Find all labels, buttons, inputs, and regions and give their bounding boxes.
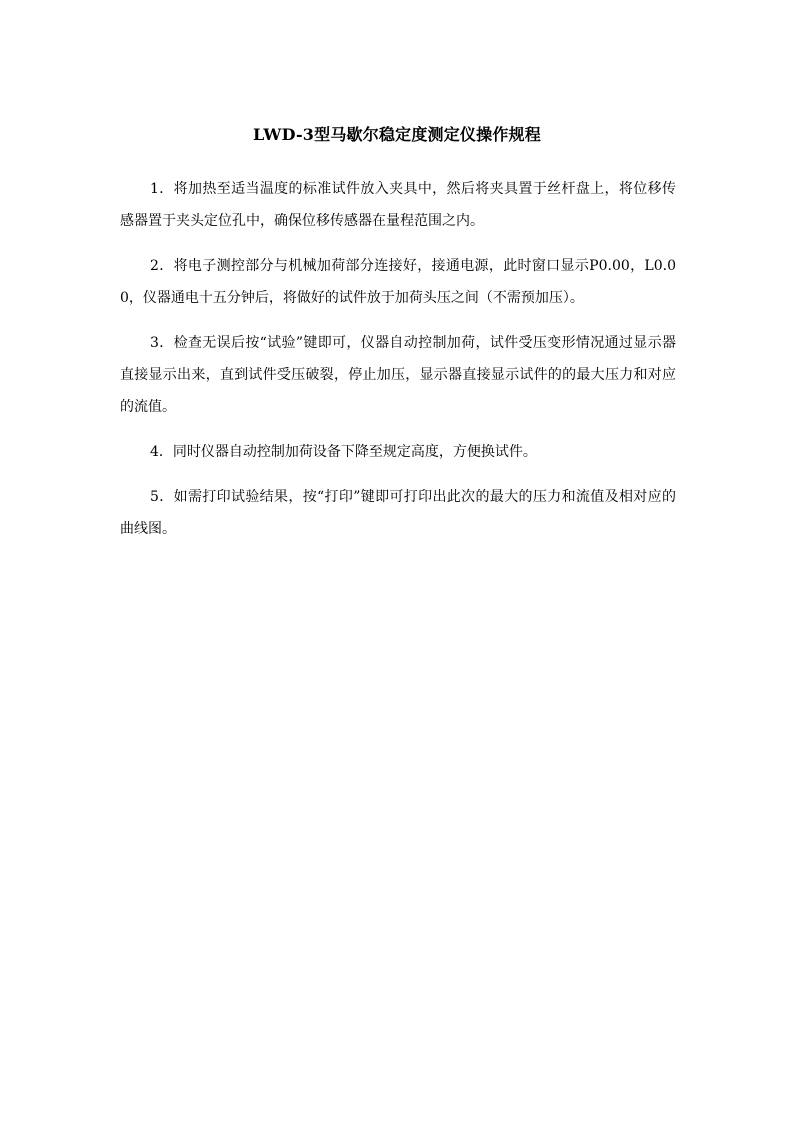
paragraph-step-3: 3．检查无误后按“试验”键即可，仪器自动控制加荷，试件受压变形情况通过显示器直接显示出来，直到试件受压破裂，停止加压，显示器直接显示试件的的最大压力和对应的流值。 — [120, 335, 676, 415]
document-title: LWD-3型马歇尔稳定度测定仪操作规程 — [253, 125, 541, 144]
paragraph-step-2: 2．将电子测控部分与机械加荷部分连接好，接通电源，此时窗口显示P0.00，L0.00，仪器通电十五分钟后，将做好的试件放于加荷头压之间（不需预加压）。 — [120, 258, 676, 306]
paragraph-step-4: 4．同时仪器自动控制加荷设备下降至规定高度，方便换试件。 — [150, 444, 537, 460]
paragraph-step-1: 1．将加热至适当温度的标准试件放入夹具中，然后将夹具置于丝杆盘上，将位移传感器置于夹头定位孔中，确保位移传感器在量程范围之内。 — [120, 181, 676, 229]
document-body — [120, 173, 676, 558]
paragraph-step-5: 5．如需打印试验结果，按“打印”键即可打印出此次的最大的压力和流值及相对应的曲线图。 — [120, 489, 676, 537]
